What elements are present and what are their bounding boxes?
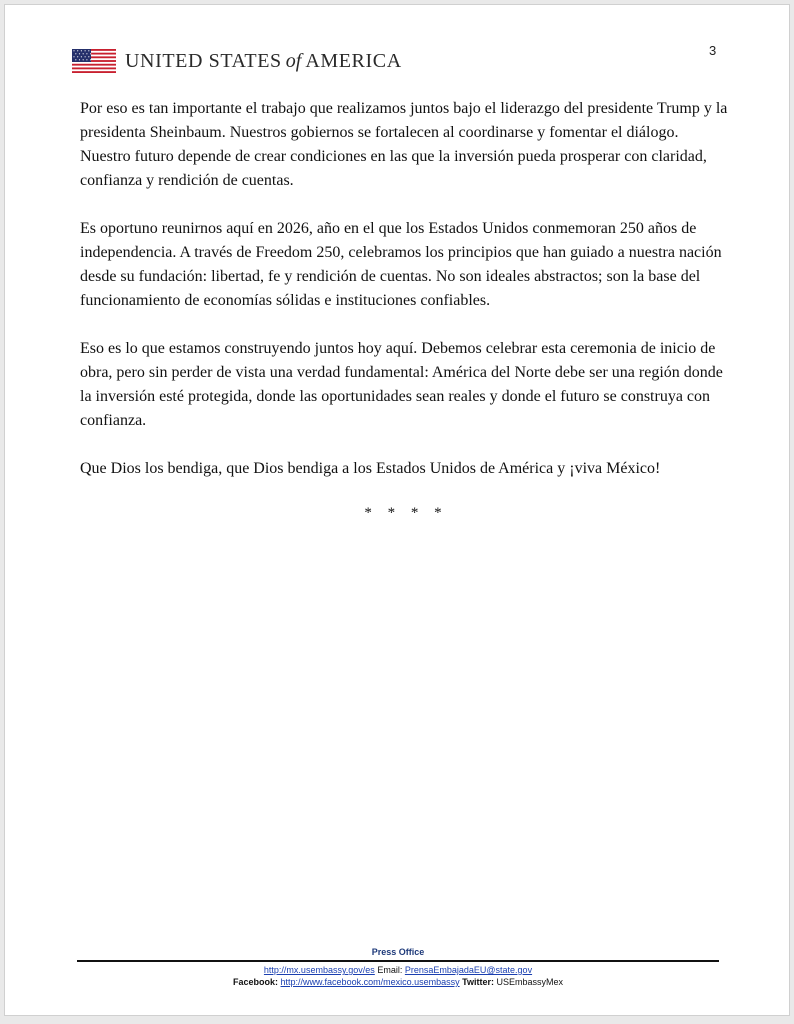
twitter-handle: USEmbassyMex bbox=[496, 977, 563, 987]
letterhead bbox=[72, 49, 402, 73]
facebook-link[interactable]: http://www.facebook.com/mexico.usembassy bbox=[280, 977, 460, 987]
paragraph: Que Dios los bendiga, que Dios bendiga a los Estados Unidos de América y ¡viva México! bbox=[80, 460, 661, 477]
footer-social-line bbox=[77, 976, 719, 988]
website-link[interactable]: http://mx.usembassy.gov/es bbox=[263, 965, 375, 975]
paragraph: Es oportuno reunirnos aquí en 2026, año en el que los Estados Unidos conmemoran 250 años de independencia. A través de Freedom 250, celebramos los principios que han guiado a nuestra nación desde su fundación: libertad, fe y rendición de cuentas. No son ideales abstractos; son la base del funcionamiento de economías sólidas e instituciones confiables. bbox=[80, 220, 722, 309]
letterhead-title-part1: UNITED STATES bbox=[125, 49, 282, 72]
document-body bbox=[80, 97, 728, 525]
paragraph: Por eso es tan importante el trabajo que realizamos juntos bajo el liderazgo del presidente Trump y la presidenta Sheinbaum. Nuestros gobiernos se fortalecen al coordinarse y fomentar el diálogo. Nuestro futuro depende de crear condiciones en las que la inversión pueda prosperar con claridad, confianza y rendición de cuentas. bbox=[80, 100, 728, 189]
letterhead-title-part3: AMERICA bbox=[305, 49, 402, 72]
letterhead-title bbox=[125, 50, 402, 73]
footer-title: Press Office bbox=[371, 947, 425, 957]
page-number: 3 bbox=[709, 43, 717, 58]
email-label: Email: bbox=[377, 965, 403, 975]
twitter-label: Twitter: bbox=[462, 977, 494, 987]
document-page bbox=[4, 4, 790, 1016]
footer-contact-line bbox=[77, 964, 719, 976]
letterhead-title-of: of bbox=[285, 49, 302, 72]
footer bbox=[77, 946, 719, 988]
footer-divider bbox=[77, 960, 719, 962]
paragraph: Eso es lo que estamos construyendo juntos hoy aquí. Debemos celebrar esta ceremonia de inicio de obra, pero sin perder de vista una verdad fundamental: América del Norte debe ser una región donde la inversión esté protegida, donde las oportunidades sean reales y donde el futuro se construya con confianza. bbox=[80, 340, 723, 429]
email-link[interactable]: PrensaEmbajadaEU@state.gov bbox=[404, 965, 533, 975]
us-flag-icon bbox=[72, 49, 116, 73]
facebook-label: Facebook: bbox=[233, 977, 279, 987]
section-separator: * * * * bbox=[364, 505, 448, 521]
